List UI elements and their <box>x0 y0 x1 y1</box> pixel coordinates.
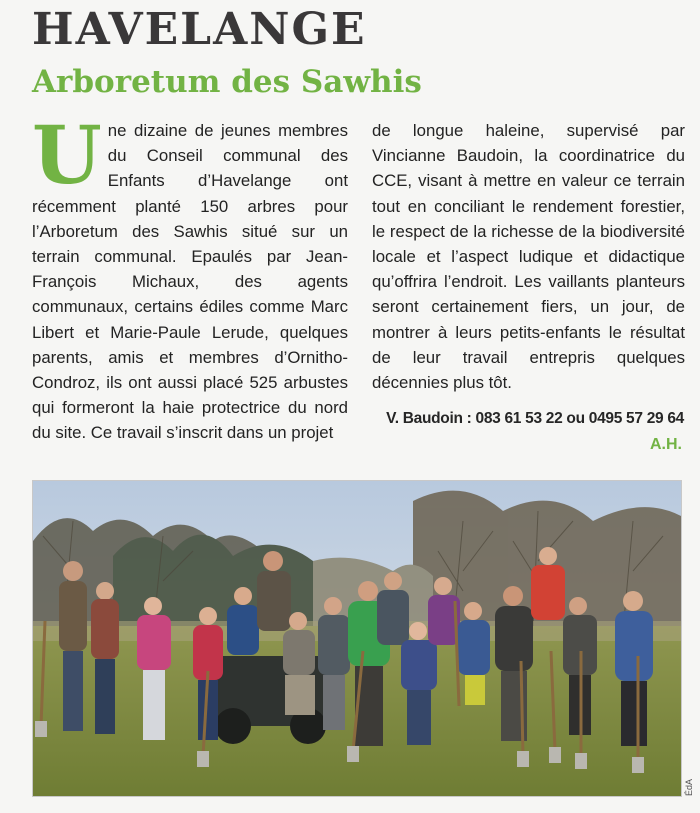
page-title: HAVELANGE <box>32 4 367 55</box>
contact-line: V. Baudoin : 083 61 53 22 ou 0495 57 29 64 <box>386 410 684 427</box>
person <box>91 582 119 734</box>
article-text-1: ne dizaine de jeunes membres du Conseil communal des Enfants d’Havelange ont récemment planté 150 arbres pour l’Arboretum des Sawhis situé sur un terrain communal. Epaulés par Jean-François Michaux, des agents communaux, certains édiles comme Marc Libert et Marie-Paule Lerude, quelques parents, amis et membres d’Ornitho-Condroz, ils ont aussi placé 525 arbustes qui formeront la haie protectrice du nord du site. Ce travail s’inscrit dans un projet <box>32 121 348 443</box>
group-photo <box>32 480 682 797</box>
photo-credit: ÉdA <box>684 778 694 796</box>
article-text-2: de longue haleine, supervisé par Vincianne Baudoin, la coordinatrice du CCE, visant à mettre en valeur ce terrain tout en conciliant le rendement forestier, le respect de la richesse de la biodiversité locale et l’aspect ludique et didactique qu’offrira l’endroit. Les vaillants planteurs seront certainement fiers, un jour, de montrer à leurs petits-enfants le résultat de leur travail entrepris quelques décennies plus tôt. <box>372 121 685 393</box>
person <box>59 561 87 731</box>
group-photo-illustration <box>33 481 681 796</box>
article-column-2 <box>372 118 685 395</box>
vehicle-wheel <box>215 708 251 744</box>
author-signature: A.H. <box>650 436 682 453</box>
article-subtitle: Arboretum des Sawhis <box>32 64 422 100</box>
drop-cap: U <box>32 108 102 202</box>
article-column-1 <box>32 108 348 446</box>
